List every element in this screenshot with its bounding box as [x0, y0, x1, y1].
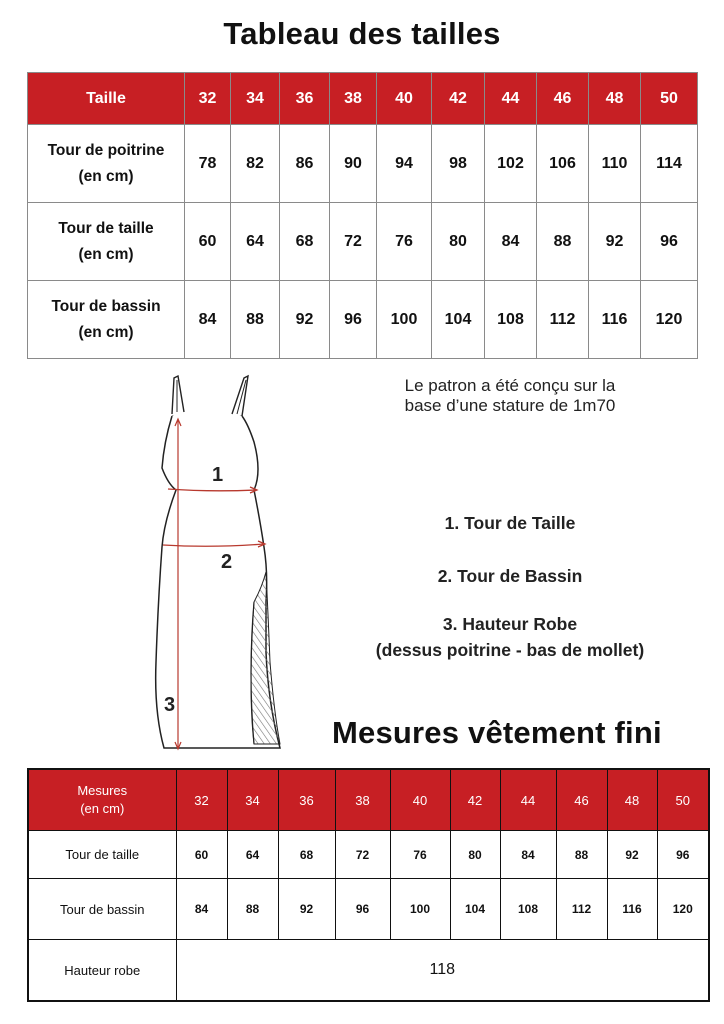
marker-2: 2 — [221, 551, 233, 573]
finished-header-cell: 46 — [556, 769, 607, 831]
strap-left — [172, 376, 184, 414]
table-cell: 94 — [377, 125, 432, 203]
table-cell: 104 — [432, 281, 485, 359]
table-cell: 120 — [657, 879, 709, 940]
header-label-line1: Mesures — [77, 783, 128, 798]
size-header-cell: 32 — [185, 73, 231, 125]
size-header-cell: 50 — [641, 73, 698, 125]
table-cell: 68 — [280, 203, 330, 281]
finished-header-cell: 34 — [227, 769, 278, 831]
table-cell: 64 — [231, 203, 280, 281]
table-cell: 84 — [185, 281, 231, 359]
finished-header-row — [28, 769, 709, 831]
table-cell: 110 — [589, 125, 641, 203]
table-cell: 88 — [537, 203, 589, 281]
legend-item-2: 2. Tour de Bassin — [437, 566, 583, 586]
table-cell: 104 — [450, 879, 500, 940]
finished-header-cell: 50 — [657, 769, 709, 831]
row-label-line1: Tour de poitrine — [47, 141, 165, 159]
table-cell: 92 — [589, 203, 641, 281]
legend-item-3-line2: (dessus poitrine - bas de mollet) — [375, 640, 645, 660]
table-cell: 60 — [176, 831, 227, 879]
finished-header-cell: 48 — [607, 769, 657, 831]
row-label-line1: Tour de taille — [58, 219, 154, 237]
table-cell: 96 — [330, 281, 377, 359]
table-cell: 96 — [335, 879, 390, 940]
table-cell: 100 — [377, 281, 432, 359]
table-row — [28, 203, 698, 281]
dress-height-value: 118 — [176, 940, 709, 1002]
table-cell: 112 — [556, 879, 607, 940]
table-cell: 76 — [377, 203, 432, 281]
table-cell: 84 — [500, 831, 556, 879]
finished-header-cell: 32 — [176, 769, 227, 831]
size-header-cell: 36 — [280, 73, 330, 125]
table-cell: 120 — [641, 281, 698, 359]
row-label-unit: (en cm) — [78, 167, 134, 185]
table-cell: 60 — [185, 203, 231, 281]
row-label: Tour de bassin — [28, 879, 176, 940]
table-cell: 84 — [485, 203, 537, 281]
note-line1: Le patron a été conçu sur la — [404, 376, 616, 395]
legend-item-3 — [330, 611, 690, 663]
table-cell: 88 — [556, 831, 607, 879]
size-header-cell: 42 — [432, 73, 485, 125]
table-cell: 68 — [278, 831, 335, 879]
table-cell: 92 — [607, 831, 657, 879]
table-cell: 100 — [390, 879, 450, 940]
size-header-cell: 44 — [485, 73, 537, 125]
finished-header-cell: 44 — [500, 769, 556, 831]
legend-item-1: 1. Tour de Taille — [444, 513, 576, 533]
table-cell: 86 — [280, 125, 330, 203]
table-cell: 98 — [432, 125, 485, 203]
table-cell: 88 — [231, 281, 280, 359]
marker-3: 3 — [164, 694, 176, 716]
table-cell: 116 — [589, 281, 641, 359]
table-cell: 108 — [500, 879, 556, 940]
size-header-cell: 46 — [537, 73, 589, 125]
finished-header-label — [28, 769, 176, 831]
table-cell: 92 — [278, 879, 335, 940]
table-cell: 72 — [330, 203, 377, 281]
table-cell: 76 — [390, 831, 450, 879]
table-cell: 72 — [335, 831, 390, 879]
table-row — [28, 879, 709, 940]
size-header-cell: 34 — [231, 73, 280, 125]
table-cell: 108 — [485, 281, 537, 359]
table-cell: 78 — [185, 125, 231, 203]
table-row — [28, 125, 698, 203]
legend-item-3-line1: 3. Hauteur Robe — [442, 614, 578, 634]
table-cell: 90 — [330, 125, 377, 203]
row-label-unit: (en cm) — [78, 323, 134, 341]
note-line2: base d’une stature de 1m70 — [404, 396, 616, 415]
table-cell: 80 — [432, 203, 485, 281]
table-row — [28, 831, 709, 879]
finished-header-cell: 40 — [390, 769, 450, 831]
table-cell: 102 — [485, 125, 537, 203]
table-cell: 96 — [641, 203, 698, 281]
table-cell: 106 — [537, 125, 589, 203]
finished-chart-title: Mesures vêtement fini — [332, 715, 662, 750]
size-header-cell: 48 — [589, 73, 641, 125]
size-header-row — [28, 73, 698, 125]
marker-1: 1 — [212, 464, 224, 486]
finished-header-cell: 36 — [278, 769, 335, 831]
header-label-unit: (en cm) — [80, 801, 125, 816]
table-cell: 80 — [450, 831, 500, 879]
row-label-unit: (en cm) — [78, 245, 134, 263]
table-row — [28, 281, 698, 359]
finished-header-cell: 38 — [335, 769, 390, 831]
table-cell: 84 — [176, 879, 227, 940]
row-label — [28, 203, 185, 281]
table-cell: 114 — [641, 125, 698, 203]
table-cell: 96 — [657, 831, 709, 879]
table-cell: 116 — [607, 879, 657, 940]
row-label: Hauteur robe — [28, 940, 176, 1002]
finished-header-cell: 42 — [450, 769, 500, 831]
size-chart-title: Tableau des tailles — [223, 16, 501, 51]
table-cell: 82 — [231, 125, 280, 203]
table-row — [28, 940, 709, 1002]
table-cell: 64 — [227, 831, 278, 879]
table-cell: 88 — [227, 879, 278, 940]
dress-diagram — [150, 372, 290, 758]
row-label: Tour de taille — [28, 831, 176, 879]
finished-measurements-table — [27, 768, 710, 1002]
size-header-cell: 40 — [377, 73, 432, 125]
size-header-label: Taille — [28, 73, 185, 125]
row-label — [28, 281, 185, 359]
table-cell: 92 — [280, 281, 330, 359]
size-header-cell: 38 — [330, 73, 377, 125]
row-label — [28, 125, 185, 203]
table-cell: 112 — [537, 281, 589, 359]
row-label-line1: Tour de bassin — [51, 297, 161, 315]
size-chart-table — [27, 72, 698, 359]
stature-note — [370, 376, 650, 416]
